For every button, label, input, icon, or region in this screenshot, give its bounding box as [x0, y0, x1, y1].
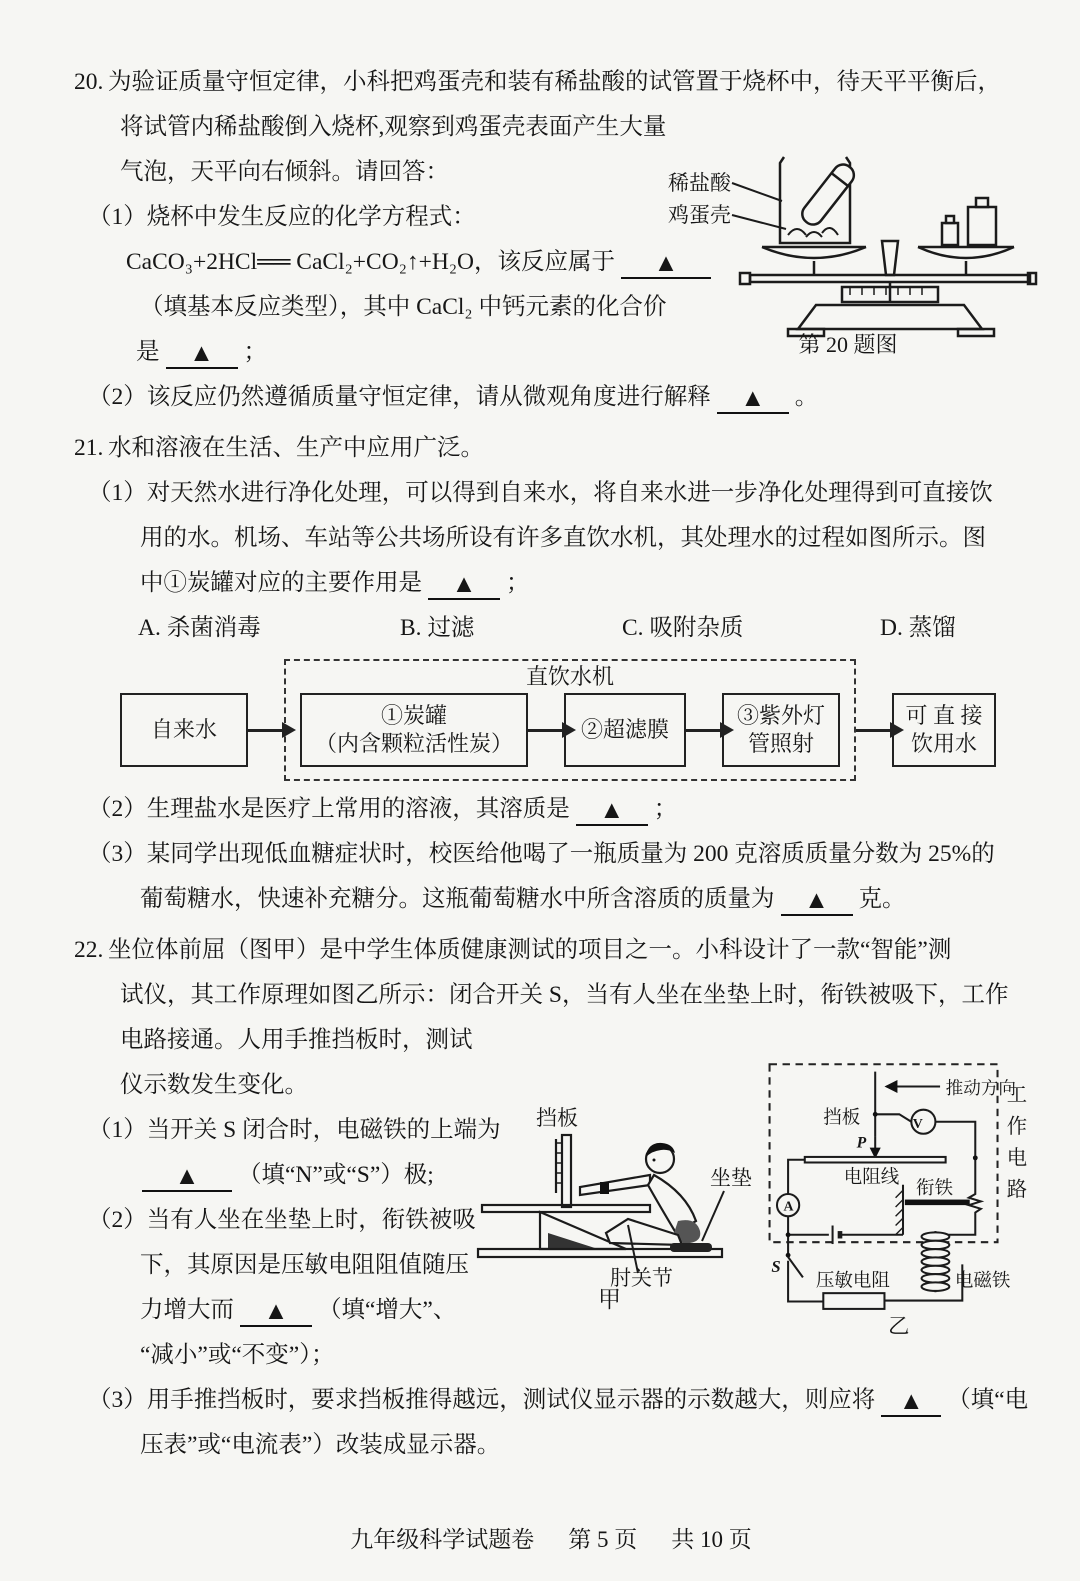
q21-part1-line1	[74, 471, 1028, 516]
q21-part2	[74, 787, 1028, 832]
option-b	[400, 606, 622, 651]
answer-blank	[781, 887, 853, 916]
q20-part2	[74, 375, 1028, 420]
answer-blank	[166, 340, 238, 369]
answer-blank	[142, 1163, 232, 1192]
q21-intro-text: 水和溶液在生活、生产中应用广泛。	[108, 435, 484, 461]
uv-lamp-line2: 管照射	[747, 731, 814, 756]
q22-line-1	[74, 928, 1028, 973]
flow-arrow-icon	[248, 729, 284, 732]
q20-number: 20.	[74, 69, 104, 95]
drinking-water-machine-group	[284, 659, 856, 781]
answer-blank	[428, 571, 500, 600]
voltmeter-letter: V	[912, 1117, 923, 1133]
triangle-mark: ▲	[740, 385, 766, 412]
q21-number: 21.	[74, 435, 104, 461]
triangle-mark: ▲	[898, 1388, 924, 1415]
triangle-mark: ▲	[263, 1298, 289, 1325]
q21-part3-line2	[74, 877, 1028, 922]
q21-part1-line3-post: ；	[506, 570, 530, 596]
flow-arrow-icon	[686, 729, 722, 732]
acid-label: 稀盐酸	[668, 171, 731, 195]
answer-blank	[240, 1298, 312, 1327]
option-c-key: C.	[622, 615, 644, 641]
q22-part3-label: （3）	[88, 1387, 147, 1413]
pressure-resistor-label: 压敏电阻	[815, 1270, 890, 1292]
q21-part1-text1: 对天然水进行净化处理，可以得到自来水，将自来水进一步净化处理得到可直接饮	[146, 480, 993, 506]
shell-label: 鸡蛋壳	[668, 203, 731, 227]
machine-label: 直饮水机	[525, 664, 614, 689]
q21-part3-line2-pre: 葡萄糖水，快速补充糖分。这瓶葡萄糖水中所含溶质的质量为	[140, 886, 775, 912]
drinkable-line1: 可 直 接	[905, 703, 983, 728]
footer-page-number: 第 5 页	[568, 1527, 638, 1552]
cushion-leader-line	[702, 1191, 724, 1241]
q21-part3-text1: 某同学出现低血糖症状时，校医给他喝了一瓶质量为 200 克溶质质量分数为 25%的	[146, 841, 995, 867]
elbow-label: 肘关节	[610, 1266, 673, 1290]
weights	[942, 198, 996, 245]
triangle-mark: ▲	[653, 250, 679, 277]
q20-line-3: 气泡，天平向右倾斜。请回答：	[120, 159, 449, 185]
flow-box-drinkable-water	[892, 693, 996, 767]
q21-part1-label: （1）	[88, 480, 147, 506]
flow-box-uv-lamp	[722, 693, 840, 767]
pressure-resistor-box	[823, 1293, 884, 1309]
q22-line-1-text: 坐位体前屈（图甲）是中学生体质健康测试的项目之一。小科设计了一款“智能”测	[108, 937, 952, 963]
q21-part3-line2-post: 克。	[858, 886, 906, 912]
q22-line-2: 试仪，其工作原理如图乙所示：闭合开关 S，当有人坐在坐垫上时，衔铁被吸下，工作	[120, 982, 1009, 1008]
q20-part2-label: （2）	[88, 384, 147, 410]
q20-part1-label: （1）	[88, 204, 147, 230]
q21-part1-line2: 用的水。机场、车站等公共场所设有许多直饮水机，其处理水的过程如图所示。图	[140, 525, 986, 551]
triangle-mark: ▲	[599, 797, 625, 824]
answer-blank	[881, 1388, 941, 1417]
q22-part1-line2-post: （填“N”或“S”）极;	[238, 1162, 434, 1188]
q20-balance-figure	[666, 143, 1038, 360]
triangle-mark: ▲	[451, 571, 477, 598]
uv-lamp-line1: ③紫外灯	[736, 703, 825, 728]
chemical-equation: CaCO₃+2HCl══ CaCl₂+CO₂↑+H₂O，该反应属于	[126, 249, 616, 275]
flow-box-ultrafiltration: ②超滤膜	[564, 693, 686, 767]
page-footer	[74, 1525, 1028, 1555]
q20-part1-line3-pre: 是	[136, 339, 160, 365]
contact-spring	[969, 1188, 981, 1225]
resistance-wire-label: 电阻线	[843, 1166, 900, 1188]
carbon-canister-title: ①炭罐	[380, 703, 447, 728]
option-d-key: D.	[880, 615, 903, 641]
flow-box-tap-water: 自来水	[120, 693, 248, 767]
push-direction-label: 推动方向	[945, 1077, 1017, 1098]
baffle-plate	[562, 1135, 571, 1207]
resistance-wire	[805, 1157, 946, 1163]
q21-part2-text: 生理盐水是医疗上常用的溶液，其溶质是	[146, 796, 570, 822]
q20-part2-text: 该反应仍然遵循质量守恒定律，请从微观角度进行解释	[146, 384, 711, 410]
left-pan	[762, 247, 866, 258]
q22-figures	[476, 1036, 1042, 1352]
flow-arrow-icon	[856, 729, 892, 732]
q22-part2-line3-pre: 力增大而	[140, 1297, 234, 1323]
q22-part3-line1	[74, 1378, 1028, 1423]
electromagnet-coil	[922, 1231, 950, 1292]
q20-part1-line2: （填基本反应类型），其中 CaCl₂ 中钙元素的化合价	[140, 294, 667, 320]
baffle-label: 挡板	[536, 1106, 578, 1130]
armature-bar	[905, 1200, 970, 1206]
q21-part2-end: ；	[653, 796, 678, 822]
balance-drawing	[740, 157, 1036, 336]
option-d	[880, 606, 956, 651]
question-21	[74, 426, 1028, 922]
shell-leader-line	[732, 215, 786, 229]
q21-part2-label: （2）	[88, 796, 147, 822]
option-d-text: 蒸馏	[908, 615, 956, 641]
answer-blank	[576, 797, 648, 826]
q21-part1-line3-pre: 中①炭罐对应的主要作用是	[140, 570, 422, 596]
foot-stop-wedge	[548, 1233, 598, 1249]
q22-cont-2: 仪示数发生变化。	[120, 1072, 308, 1098]
baffle-label: 挡板	[823, 1107, 861, 1129]
flow-arrow-icon	[528, 729, 564, 732]
work-circuit-label-char: 工	[1006, 1084, 1028, 1107]
q22-part1-text: 当开关 S 闭合时，电磁铁的上端为	[146, 1117, 501, 1143]
carbon-canister-sub: （内含颗粒活性炭）	[314, 731, 513, 756]
option-a	[138, 606, 400, 651]
option-c-text: 吸附杂质	[649, 615, 744, 641]
slider-p-label: P	[856, 1134, 867, 1152]
q22-number: 22.	[74, 937, 104, 963]
q20-part1-line3-post: ；	[243, 339, 267, 365]
q22-part2-line2: 下，其原因是压敏电阻阻值随压	[140, 1252, 469, 1278]
q21-options	[74, 606, 1028, 651]
seat-cushion	[670, 1243, 712, 1252]
triangle-mark: ▲	[174, 1163, 200, 1190]
q22-part1-label: （1）	[88, 1117, 147, 1143]
q20-part2-end: 。	[794, 384, 819, 410]
base	[798, 305, 982, 329]
work-circuit-label-char: 路	[1006, 1178, 1028, 1201]
q22-part2-line3-post: （填“增大”、	[318, 1297, 457, 1323]
q22-part3-line2: 压表”或“电流表”）改装成显示器。	[140, 1432, 501, 1458]
push-arrow-head	[884, 1080, 897, 1093]
option-b-key: B.	[400, 615, 422, 641]
balance-scale-illustration	[666, 143, 1038, 355]
q20-part1-text: 烧杯中发生反应的化学方程式：	[146, 204, 476, 230]
figure-caption: 第 20 题图	[798, 332, 898, 355]
switch-s-label: S	[771, 1256, 781, 1276]
question-20	[74, 60, 1028, 420]
answer-blank	[717, 385, 789, 414]
eggshell-pieces	[788, 228, 838, 237]
cushion-label: 坐垫	[710, 1166, 752, 1190]
option-c	[622, 606, 880, 651]
work-circuit-label-char: 作	[1006, 1115, 1028, 1138]
flow-box-carbon-canister	[300, 693, 528, 767]
q20-line-1	[74, 60, 1028, 105]
triangle-mark: ▲	[804, 887, 829, 914]
ammeter-letter: A	[783, 1199, 794, 1215]
q22-cont-1: 电路接通。人用手推挡板时，测试	[120, 1027, 473, 1053]
footer-page-total: 共 10 页	[671, 1527, 752, 1552]
option-b-text: 过滤	[427, 615, 475, 641]
q22-part3-text1: 用手推挡板时，要求挡板推得越远，测试仪显示器的示数越大，则应将	[146, 1387, 876, 1413]
drinkable-line2: 饮用水	[910, 731, 977, 756]
question-22	[74, 928, 1028, 1468]
armature-label: 衔铁	[915, 1178, 954, 1199]
circuit-diagram	[764, 1036, 1042, 1352]
q20-line-1-text: 为验证质量守恒定律，小科把鸡蛋壳和装有稀盐酸的试管置于烧杯中，待天平平衡后，	[108, 69, 1001, 95]
q21-part3-label: （3）	[88, 841, 147, 867]
figure-yi-caption: 乙	[888, 1314, 910, 1338]
q21-part1-line3	[74, 561, 1028, 606]
option-a-text: 杀菌消毒	[166, 615, 261, 641]
q21-part3-line1	[74, 832, 1028, 877]
acid-leader-line	[732, 183, 782, 201]
q20-line-2: 将试管内稀盐酸倒入烧杯,观察到鸡蛋壳表面产生大量	[120, 114, 667, 140]
q22-part2-line4: “减小”或“不变”）；	[140, 1342, 335, 1368]
q22-part3-line1-post: （填“电	[947, 1387, 1029, 1413]
triangle-mark: ▲	[189, 340, 214, 367]
work-circuit-label-char: 电	[1006, 1147, 1028, 1170]
right-pan	[918, 247, 1014, 258]
water-purification-flow-diagram	[120, 659, 1028, 781]
sit-and-reach-illustration	[476, 1036, 764, 1352]
pillar	[882, 241, 898, 275]
measuring-table	[482, 1205, 650, 1212]
option-a-key: A.	[138, 615, 161, 641]
person-figure	[580, 1143, 712, 1252]
q21-intro	[74, 426, 1028, 471]
footer-title: 九年级科学试题卷	[350, 1527, 535, 1552]
q22-part2-text1: 当有人坐在坐垫上时，衔铁被吸	[146, 1207, 476, 1233]
q22-part2-label: （2）	[88, 1207, 147, 1233]
electromagnet-label: 电磁铁	[954, 1270, 1011, 1292]
figure-jia-caption: 甲	[598, 1287, 621, 1312]
